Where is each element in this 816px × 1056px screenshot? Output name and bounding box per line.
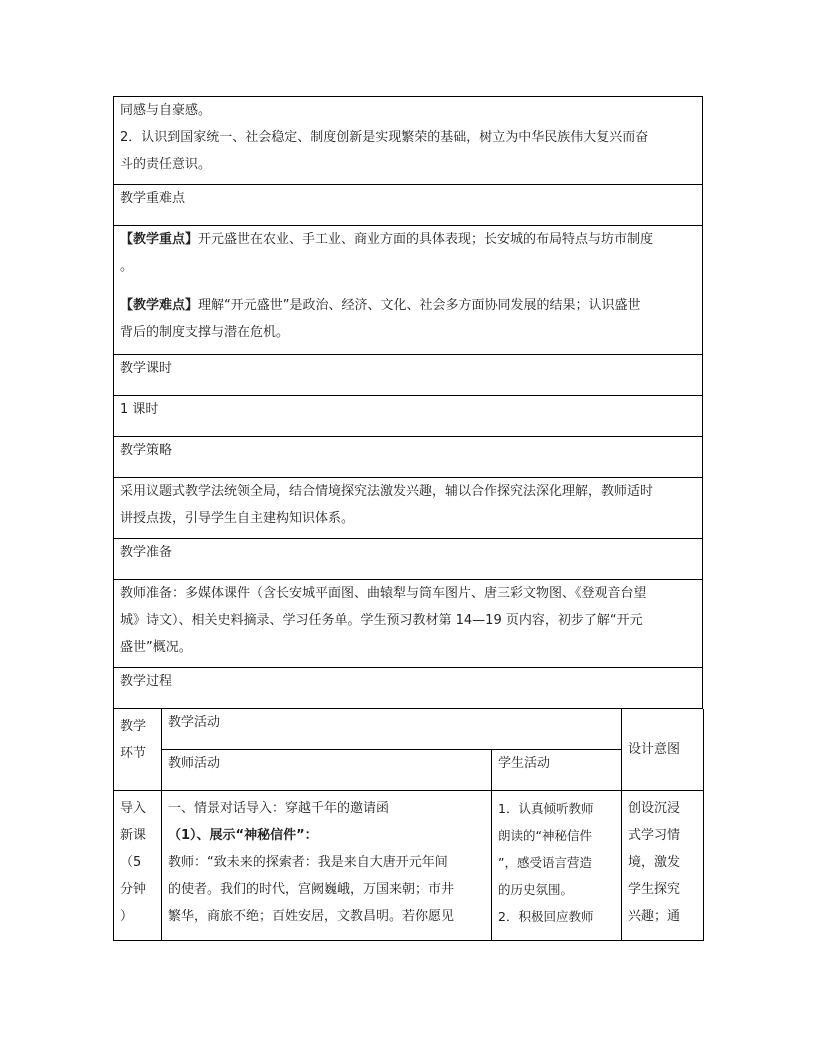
header-text: 教学 [120,719,147,734]
focus-line [120,226,696,253]
intent-line: 兴趣；通 [628,908,681,924]
section-heading: 教学重难点 [120,191,186,206]
stage-text: 导入 [120,800,147,816]
goal-line: 同感与自豪感。 [120,103,212,118]
student-line: 的历史氛围。 [498,881,574,897]
goals-section [113,96,703,185]
student-line: ”，感受语言营造 [498,854,592,870]
section-heading: 教学准备 [120,545,173,560]
teacher-header-cell [162,749,492,790]
header-text: 环节 [120,746,147,761]
teacher-activity-cell [162,790,492,940]
stage-text: 新课 [120,827,147,843]
key-points-heading [113,185,703,226]
teacher-line: 教师：“致未来的探索者：我是来自大唐开元年间 [168,854,448,870]
stage-cell [114,790,162,940]
process-table [113,709,704,941]
process-header-row [114,709,704,749]
stage-text: （5 [120,854,142,870]
header-text: 学生活动 [498,755,551,771]
header-text: 教学活动 [168,715,221,730]
focus-text: 开元盛世在农业、手工业、商业方面的具体表现；长安城的布局特点与坊市制度 [198,232,654,247]
strategy-line: 讲授点拨，引导学生自主建构知识体系。 [120,511,355,526]
lesson-plan-sheet [113,96,703,941]
prep-line: 城》诗文）、相关史料摘录、学习任务单。学生预习教材第 14—19 页内容，初步了解“开元 [120,613,643,628]
key-points-section [113,226,703,355]
student-header-cell [492,749,622,790]
student-line: 朗读的“神秘信件 [498,827,592,843]
strategy-heading [113,437,703,478]
teacher-line: （1）、展示“神秘信件”： [168,827,318,843]
student-activity-cell [492,790,622,940]
prep-heading [113,539,703,580]
goal-line: 2．认识到国家统一、社会稳定、制度创新是实现繁荣的基础，树立为中华民族伟大复兴而奋 [120,130,649,145]
section-heading: 教学策略 [120,443,173,458]
hours-value [113,396,703,437]
hours-heading [113,355,703,396]
focus-line: 。 [120,259,134,274]
strategy-section [113,478,703,539]
intent-line: 式学习情 [628,827,681,843]
stage-text: 分钟 [120,881,147,897]
process-heading [113,668,703,709]
section-heading: 教学过程 [120,674,173,689]
prep-line: 教师准备：多媒体课件（含长安城平面图、曲辕犁与筒车图片、唐三彩文物图、《登观音台望 [120,586,647,601]
intent-line: 境，激发 [628,854,681,870]
intent-line: 创设沉浸 [628,800,681,816]
intent-cell [622,790,704,940]
stage-text: ） [120,908,134,924]
strategy-line: 采用议题式教学法统领全局，结合情境探究法激发兴趣，辅以合作探究法深化理解，教师适时 [120,484,654,499]
prep-section [113,580,703,668]
activity-header-cell [162,709,622,749]
focus-tag: 【教学重点】 [120,232,199,247]
student-line: 2．积极回应教师 [498,908,594,924]
teacher-line: 的使者。我们的时代，宫阙巍峨，万国来朝；市井 [168,881,455,897]
difficulty-line [120,292,696,319]
header-text: 教师活动 [168,755,221,771]
intent-line: 学生探究 [628,881,681,897]
teacher-line: 繁华，商旅不绝；百姓安居，文教昌明。若你愿见 [168,908,455,924]
hours-text: 1 课时 [120,402,159,417]
prep-line: 盛世”概况。 [120,640,192,655]
section-heading: 教学课时 [120,361,173,376]
difficulty-tag: 【教学难点】 [120,298,199,313]
process-row [114,790,704,940]
goal-line: 斗的责任意识。 [120,157,212,172]
intent-header-cell [622,709,704,790]
teacher-line: 一、情景对话导入：穿越千年的邀请函 [168,800,390,816]
difficulty-text: 理解“开元盛世”是政治、经济、文化、社会多方面协同发展的结果；认识盛世 [198,298,641,313]
header-text: 设计意图 [628,741,681,757]
process-subheader-row [114,749,704,790]
difficulty-line: 背后的制度支撑与潜在危机。 [120,325,290,340]
stage-header-cell [114,709,162,790]
student-line: 1．认真倾听教师 [498,800,594,816]
